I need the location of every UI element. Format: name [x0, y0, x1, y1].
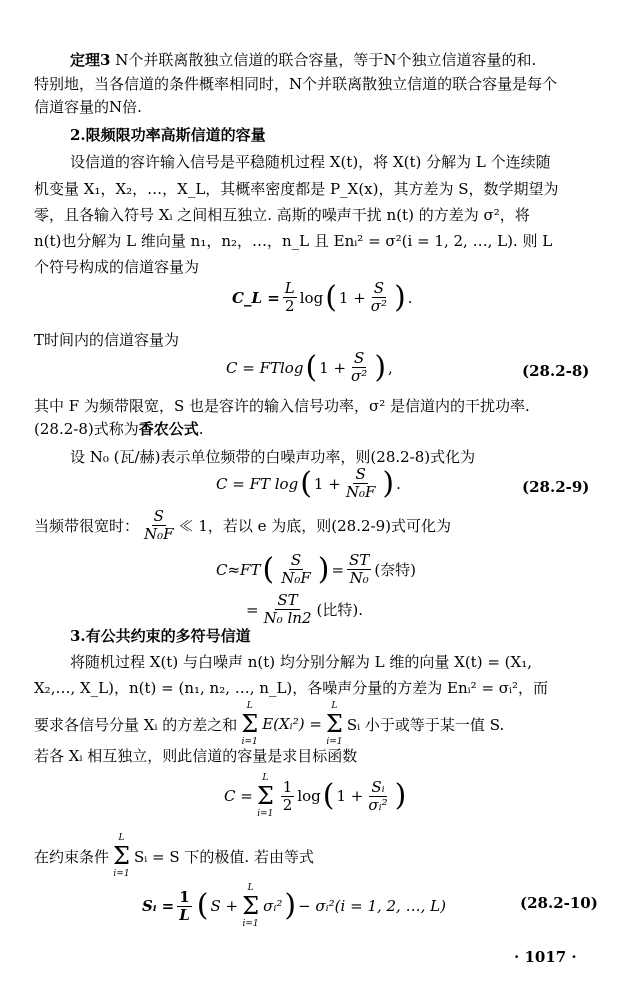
- theorem-line-2: 特别地，当各信道的条件概率相同时，N个并联离散独立信道的联合容量是每个: [34, 75, 558, 93]
- paragraph-line: 设 N₀ (瓦/赫)表示单位频带的白噪声功率，则(28.2-8)式化为: [70, 448, 476, 466]
- eq-end: .: [407, 288, 413, 307]
- sum-lower: i=1: [241, 737, 258, 747]
- equation-objective: C = L Σ i=1 $\frac{1}{2}$ log ( 1 + $\frac{\text{Sᵢ}}{\text{σᵢ²}}$ ): [224, 773, 407, 819]
- equation-nats: C≈FT ( $\frac{S}{\text{N₀F}}$ ) = $\frac{ST}{\text{N₀}}$ (奈特): [216, 551, 417, 587]
- paragraph-line-constraint: [34, 832, 314, 880]
- numerator: Sᵢ: [371, 777, 385, 796]
- log: log: [297, 787, 321, 805]
- eq-sign: =: [331, 560, 345, 579]
- denominator: N₀F: [281, 569, 311, 587]
- paragraph-line: 其中 F 为频带限宽，S 也是容许的输入信号功率，σ² 是信道内的干扰功率.: [34, 397, 530, 415]
- equation-28-2-8: C = FTlog ( 1 + $\frac{S}{\text{σ²}}$ ) ,: [226, 349, 393, 385]
- sum-upper: L: [262, 773, 269, 783]
- denominator: N₀F: [345, 483, 376, 501]
- denominator: σ²: [351, 367, 368, 385]
- paragraph-line: 个符号构成的信道容量为: [34, 258, 200, 276]
- eq-lhs: C = FT log: [216, 474, 299, 493]
- eq-term: 1 +: [338, 288, 366, 307]
- eq-term: 1 +: [319, 358, 347, 377]
- fraction: [279, 552, 313, 587]
- summation-icon: L Σ i=1: [256, 773, 274, 819]
- denominator: L: [179, 905, 190, 924]
- section-3-heading: 3.有公共约束的多符号信道: [70, 627, 251, 645]
- eq-term: − σᵢ²(i = 1, 2, …, L): [298, 897, 446, 915]
- numerator: S: [153, 507, 164, 525]
- summation-icon: L Σ i=1: [113, 833, 130, 879]
- denominator: N₀ ln2: [263, 609, 312, 627]
- equation-28-2-10: Sᵢ = $\frac{1}{L}$ ( S + L Σ i=1 σᵢ² ) − σᵢ²(i = 1, 2, …, L): [142, 883, 446, 929]
- summation-icon: L Σ i=1: [325, 701, 343, 747]
- eq-sign: =: [246, 600, 259, 619]
- paragraph-line: 机变量 X₁，X₂，…，X_L，其概率密度都是 P_X(x)，其方差为 S，数学期望为: [34, 180, 559, 198]
- log: log: [299, 288, 324, 307]
- theorem-line-3: 信道容量的N倍.: [34, 98, 142, 116]
- paragraph-line: X₂,…, X_L)，n(t) = (n₁, n₂, …, n_L)，各噪声分量的方差为 Enᵢ² = σᵢ²，而: [34, 679, 549, 697]
- theorem-text: N个并联离散独立信道的联合容量，等于N个独立信道容量的和.: [110, 51, 537, 69]
- fraction: [347, 552, 371, 587]
- sum-lower: i=1: [242, 919, 259, 929]
- text: ≪ 1，若以 e 为底，则(28.2-9)式可化为: [178, 517, 452, 535]
- equation-number: (28.2-10): [520, 894, 598, 912]
- paragraph-line: 设信道的容许输入信号是平稳随机过程 X(t)，将 X(t) 分解为 L 个连续随: [70, 153, 551, 171]
- numerator: 1: [282, 777, 293, 796]
- fraction: [366, 779, 389, 814]
- unit: (比特).: [316, 601, 363, 619]
- sum-upper: L: [247, 883, 254, 893]
- eq-lhs: Sᵢ =: [142, 897, 175, 915]
- sum-lower: i=1: [326, 737, 343, 747]
- paragraph-line: n(t)也分解为 L 维向量 n₁，n₂，…，n_L 且 Enᵢ² = σ²(i = 1, 2, …, L). 则 L: [34, 232, 553, 250]
- fraction: [349, 350, 369, 385]
- numerator: S: [373, 279, 385, 297]
- paragraph-line: 将随机过程 X(t) 与白噪声 n(t) 均分别分解为 L 维的向量 X(t) = (X₁,: [70, 653, 532, 671]
- numerator: L: [284, 279, 295, 297]
- eq-lhs: C =: [224, 787, 253, 805]
- numerator: S: [354, 349, 365, 367]
- text: 当频带很宽时：: [34, 517, 140, 535]
- numerator: ST: [277, 591, 298, 609]
- denominator: N₀F: [144, 525, 174, 543]
- sum-upper: L: [331, 701, 338, 711]
- page-number: · 1017 ·: [514, 948, 577, 966]
- equation-bits: [246, 592, 363, 627]
- numerator: ST: [349, 551, 370, 569]
- paragraph-line: 若各 Xᵢ 相互独立，则此信道的容量是求目标函数: [34, 747, 358, 765]
- eq-lhs: C = FTlog: [226, 358, 304, 377]
- text: 要求各信号分量 Xᵢ 的方差之和: [34, 715, 238, 734]
- summation-icon: L Σ i=1: [241, 701, 259, 747]
- unit: (奈特): [374, 561, 417, 579]
- numerator: S: [290, 551, 302, 569]
- eq-lhs: C_L =: [232, 288, 280, 307]
- text: Sᵢ = S 下的极值. 若由等式: [133, 847, 314, 866]
- denominator: N₀: [349, 569, 369, 587]
- text: .: [198, 420, 204, 438]
- sum-lower: i=1: [113, 869, 130, 879]
- paragraph-line: [34, 419, 204, 439]
- eq-term: σᵢ²: [263, 897, 283, 915]
- sum-upper: L: [246, 701, 253, 711]
- fraction: [344, 466, 378, 501]
- equation-number: (28.2-9): [522, 478, 590, 496]
- eq-end: .: [396, 474, 401, 493]
- numerator: S: [355, 465, 366, 483]
- fraction: [142, 508, 176, 543]
- equation-number: (28.2-8): [522, 362, 590, 380]
- sum-lower: i=1: [257, 809, 274, 819]
- equation-channel-capacity-cl: C_L = $\frac{L}{2}$ log ( 1 + $\frac{S}{\text{σ²}}$ ) .: [232, 279, 413, 315]
- numerator: 1: [179, 887, 190, 906]
- section-2-heading: 2.限频限功率高斯信道的容量: [70, 126, 266, 144]
- paragraph-line: 零，且各输入符号 Xᵢ 之间相互独立. 高斯的噪声干扰 n(t) 的方差为 σ²，将: [34, 206, 530, 224]
- denominator: 2: [284, 297, 295, 315]
- equation-28-2-9: C = FT log ( 1 + $\frac{S}{\text{N₀F}}$ ) .: [216, 465, 401, 501]
- fraction: [283, 280, 297, 315]
- theorem-label: 定理3: [70, 51, 111, 69]
- denominator: 2: [282, 795, 293, 814]
- eq-term: 1 +: [336, 787, 364, 805]
- eq-lhs: C≈FT: [216, 560, 261, 579]
- fraction: [262, 592, 314, 627]
- sum-upper: L: [118, 833, 125, 843]
- paragraph-line-variance-sum: [34, 700, 504, 748]
- fraction: [177, 889, 192, 924]
- eq-term: 1 +: [313, 474, 341, 493]
- fraction: [281, 779, 295, 814]
- text: 在约束条件: [34, 847, 110, 866]
- text: E(Xᵢ²) =: [262, 715, 322, 733]
- text: Sᵢ 小于或等于某一值 S.: [346, 715, 505, 734]
- theorem-line-1: [70, 50, 536, 70]
- eq-term: S +: [210, 897, 239, 915]
- paragraph-line-wideband: [34, 508, 451, 543]
- summation-icon: L Σ i=1: [242, 883, 260, 929]
- denominator: σᵢ²: [368, 795, 388, 814]
- paragraph-line: T时间内的信道容量为: [34, 331, 180, 349]
- shannon-formula-term: 香农公式: [138, 420, 199, 438]
- denominator: σ²: [370, 297, 388, 315]
- eq-end: ,: [388, 358, 393, 377]
- fraction: [369, 280, 389, 315]
- text: (28.2-8)式称为: [34, 420, 139, 438]
